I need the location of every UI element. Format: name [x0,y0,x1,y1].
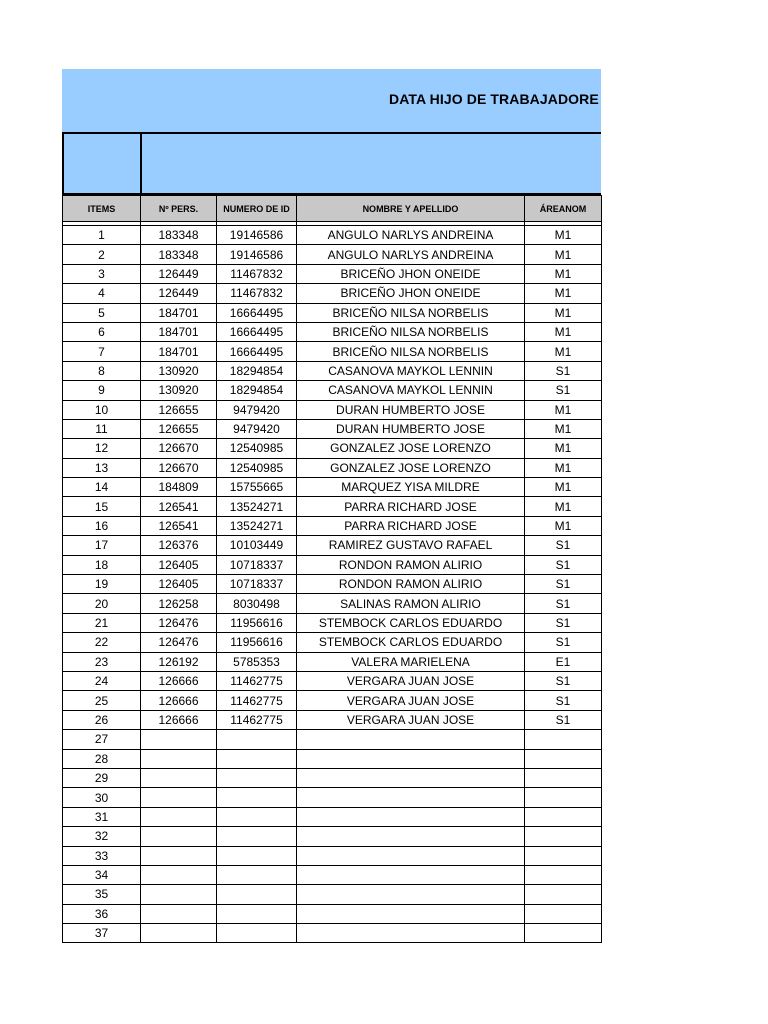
cell-pers[interactable]: 183348 [141,245,217,264]
table-row [63,458,602,477]
cell-pers[interactable] [141,846,217,865]
cell-id[interactable] [217,846,297,865]
cell-name[interactable]: STEMBOCK CARLOS EDUARDO [297,633,525,652]
header-row [63,196,602,222]
cell-item[interactable]: 25 [63,691,141,710]
cell-item[interactable]: 33 [63,846,141,865]
title-banner [62,69,601,132]
cell-name[interactable]: GONZALEZ JOSE LORENZO [297,458,525,477]
cell-area[interactable]: S1 [525,633,602,652]
table-row [63,497,602,516]
cell-pers[interactable] [141,904,217,923]
column-header-area[interactable]: ÁREANOM [525,196,602,222]
table-row [63,226,602,245]
cell-area[interactable]: M1 [525,478,602,497]
table-row [63,710,602,729]
cell-pers[interactable]: 126666 [141,671,217,690]
cell-item[interactable]: 34 [63,865,141,884]
column-header-items[interactable]: ITEMS [63,196,141,222]
table-row [63,885,602,904]
cell-pers[interactable] [141,768,217,787]
cell-item[interactable]: 24 [63,671,141,690]
cell-pers[interactable] [141,885,217,904]
table-row [63,904,602,923]
table-row [63,768,602,787]
table-row [63,536,602,555]
cell-area[interactable]: M1 [525,226,602,245]
cell-item[interactable]: 8 [63,361,141,380]
table-row [63,342,602,361]
cell-area[interactable]: S1 [525,381,602,400]
cell-pers[interactable] [141,865,217,884]
cell-id[interactable]: 8030498 [217,594,297,613]
cell-name[interactable] [297,924,525,943]
cell-name[interactable]: ANGULO NARLYS ANDREINA [297,226,525,245]
cell-item[interactable]: 20 [63,594,141,613]
cell-id[interactable] [217,885,297,904]
cell-item[interactable]: 11 [63,419,141,438]
sheet-title: DATA HIJO DE TRABAJADORE [389,91,599,107]
cell-area[interactable]: M1 [525,342,602,361]
cell-item[interactable]: 27 [63,730,141,749]
cell-name[interactable] [297,788,525,807]
cell-item[interactable]: 30 [63,788,141,807]
cell-item[interactable]: 26 [63,710,141,729]
cell-id[interactable]: 11467832 [217,264,297,283]
cell-pers[interactable]: 126258 [141,594,217,613]
cell-id[interactable]: 18294854 [217,381,297,400]
table-row [63,865,602,884]
cell-pers[interactable] [141,807,217,826]
cell-item[interactable]: 1 [63,226,141,245]
cell-area[interactable] [525,846,602,865]
table-row [63,245,602,264]
cell-area[interactable]: M1 [525,264,602,283]
data-table [62,195,602,943]
cell-area[interactable]: S1 [525,555,602,574]
cell-area[interactable] [525,885,602,904]
cell-name[interactable] [297,730,525,749]
cell-item[interactable]: 36 [63,904,141,923]
cell-id[interactable]: 9479420 [217,400,297,419]
cell-pers[interactable]: 126670 [141,458,217,477]
cell-name[interactable] [297,807,525,826]
cell-pers[interactable]: 126405 [141,555,217,574]
table-row [63,846,602,865]
cell-id[interactable] [217,768,297,787]
cell-name[interactable]: CASANOVA MAYKOL LENNIN [297,361,525,380]
cell-name[interactable] [297,827,525,846]
cell-item[interactable]: 21 [63,613,141,632]
table-row [63,516,602,535]
cell-area[interactable] [525,749,602,768]
cell-item[interactable]: 7 [63,342,141,361]
cell-pers[interactable]: 184701 [141,322,217,341]
cell-pers[interactable]: 126449 [141,284,217,303]
cell-name[interactable] [297,749,525,768]
cell-id[interactable] [217,749,297,768]
table-row [63,749,602,768]
cell-name[interactable]: RONDON RAMON ALIRIO [297,575,525,594]
cell-item[interactable]: 3 [63,264,141,283]
cell-pers[interactable]: 184809 [141,478,217,497]
cell-pers[interactable]: 126670 [141,439,217,458]
table-row [63,400,602,419]
cell-id[interactable]: 5785353 [217,652,297,671]
cell-area[interactable]: S1 [525,594,602,613]
header-band-right-cell [142,134,601,193]
cell-area[interactable]: M1 [525,458,602,477]
table-row [63,788,602,807]
cell-name[interactable]: PARRA RICHARD JOSE [297,497,525,516]
cell-pers[interactable]: 126192 [141,652,217,671]
cell-name[interactable]: STEMBOCK CARLOS EDUARDO [297,613,525,632]
cell-pers[interactable] [141,749,217,768]
cell-pers[interactable]: 126476 [141,613,217,632]
table-row [63,924,602,943]
cell-name[interactable]: RAMIREZ GUSTAVO RAFAEL [297,536,525,555]
table-row [63,322,602,341]
cell-name[interactable]: BRICEÑO NILSA NORBELIS [297,303,525,322]
cell-area[interactable]: M1 [525,400,602,419]
cell-item[interactable]: 5 [63,303,141,322]
cell-id[interactable] [217,807,297,826]
spreadsheet [62,69,601,943]
cell-area[interactable]: M1 [525,303,602,322]
cell-name[interactable]: BRICEÑO NILSA NORBELIS [297,322,525,341]
cell-item[interactable]: 32 [63,827,141,846]
cell-item[interactable]: 18 [63,555,141,574]
cell-area[interactable] [525,865,602,884]
table-row [63,671,602,690]
cell-area[interactable] [525,730,602,749]
table-body [63,222,602,943]
table-row [63,555,602,574]
cell-id[interactable]: 10718337 [217,575,297,594]
cell-area[interactable] [525,788,602,807]
cell-pers[interactable]: 184701 [141,303,217,322]
cell-name[interactable]: DURAN HUMBERTO JOSE [297,400,525,419]
cell-item[interactable]: 37 [63,924,141,943]
cell-area[interactable] [525,807,602,826]
cell-area[interactable]: M1 [525,245,602,264]
table-row [63,807,602,826]
cell-name[interactable]: BRICEÑO JHON ONEIDE [297,264,525,283]
cell-item[interactable]: 15 [63,497,141,516]
cell-id[interactable]: 11462775 [217,671,297,690]
cell-item[interactable]: 9 [63,381,141,400]
cell-name[interactable]: MARQUEZ YISA MILDRE [297,478,525,497]
cell-area[interactable]: S1 [525,361,602,380]
cell-pers[interactable]: 126655 [141,419,217,438]
cell-name[interactable]: ANGULO NARLYS ANDREINA [297,245,525,264]
table-row [63,730,602,749]
table-row [63,691,602,710]
cell-name[interactable]: CASANOVA MAYKOL LENNIN [297,381,525,400]
cell-id[interactable]: 11462775 [217,710,297,729]
cell-item[interactable]: 16 [63,516,141,535]
column-header-id[interactable]: NUMERO DE ID [217,196,297,222]
cell-item[interactable]: 17 [63,536,141,555]
cell-id[interactable]: 18294854 [217,361,297,380]
cell-item[interactable]: 19 [63,575,141,594]
cell-pers[interactable] [141,788,217,807]
cell-name[interactable]: VERGARA JUAN JOSE [297,710,525,729]
cell-id[interactable]: 13524271 [217,516,297,535]
cell-name[interactable]: GONZALEZ JOSE LORENZO [297,439,525,458]
cell-pers[interactable]: 130920 [141,361,217,380]
cell-item[interactable]: 14 [63,478,141,497]
cell-area[interactable]: M1 [525,439,602,458]
table-row [63,361,602,380]
cell-area[interactable]: S1 [525,536,602,555]
cell-pers[interactable]: 184701 [141,342,217,361]
cell-area[interactable]: M1 [525,419,602,438]
cell-id[interactable] [217,904,297,923]
cell-area[interactable]: S1 [525,575,602,594]
table-row [63,284,602,303]
cell-name[interactable]: RONDON RAMON ALIRIO [297,555,525,574]
cell-name[interactable]: VERGARA JUAN JOSE [297,671,525,690]
header-band-left-cell [62,134,142,193]
cell-pers[interactable]: 126541 [141,516,217,535]
cell-area[interactable]: M1 [525,284,602,303]
cell-pers[interactable]: 126655 [141,400,217,419]
cell-item[interactable]: 13 [63,458,141,477]
cell-id[interactable]: 16664495 [217,303,297,322]
cell-name[interactable]: BRICEÑO NILSA NORBELIS [297,342,525,361]
cell-item[interactable]: 4 [63,284,141,303]
cell-id[interactable]: 13524271 [217,497,297,516]
cell-name[interactable]: VALERA MARIELENA [297,652,525,671]
column-header-name[interactable]: NOMBRE Y APELLIDO [297,196,525,222]
cell-pers[interactable] [141,924,217,943]
cell-area[interactable]: M1 [525,516,602,535]
cell-area[interactable] [525,768,602,787]
table-row [63,613,602,632]
cell-name[interactable] [297,846,525,865]
cell-id[interactable]: 19146586 [217,245,297,264]
table-row [63,594,602,613]
cell-area[interactable]: E1 [525,652,602,671]
cell-area[interactable]: S1 [525,710,602,729]
cell-pers[interactable]: 183348 [141,226,217,245]
cell-item[interactable]: 35 [63,885,141,904]
cell-pers[interactable]: 126666 [141,710,217,729]
cell-id[interactable] [217,730,297,749]
cell-area[interactable]: S1 [525,691,602,710]
cell-area[interactable] [525,924,602,943]
cell-id[interactable]: 11462775 [217,691,297,710]
cell-item[interactable]: 23 [63,652,141,671]
cell-name[interactable] [297,768,525,787]
cell-id[interactable]: 16664495 [217,342,297,361]
cell-pers[interactable]: 126449 [141,264,217,283]
cell-name[interactable]: SALINAS RAMON ALIRIO [297,594,525,613]
column-header-pers[interactable]: Nº PERS. [141,196,217,222]
table-row [63,575,602,594]
cell-name[interactable]: VERGARA JUAN JOSE [297,691,525,710]
cell-area[interactable]: M1 [525,322,602,341]
cell-id[interactable]: 12540985 [217,458,297,477]
cell-pers[interactable]: 126541 [141,497,217,516]
cell-id[interactable] [217,827,297,846]
table-row [63,303,602,322]
cell-name[interactable]: PARRA RICHARD JOSE [297,516,525,535]
header-band [62,132,601,195]
cell-id[interactable]: 15755665 [217,478,297,497]
cell-id[interactable]: 9479420 [217,419,297,438]
cell-pers[interactable]: 130920 [141,381,217,400]
cell-area[interactable]: M1 [525,497,602,516]
cell-pers[interactable]: 126476 [141,633,217,652]
cell-pers[interactable] [141,730,217,749]
table-row [63,633,602,652]
cell-pers[interactable]: 126405 [141,575,217,594]
cell-item[interactable]: 12 [63,439,141,458]
table-row [63,381,602,400]
cell-id[interactable] [217,924,297,943]
cell-item[interactable]: 31 [63,807,141,826]
cell-id[interactable] [217,788,297,807]
cell-pers[interactable]: 126376 [141,536,217,555]
cell-name[interactable]: BRICEÑO JHON ONEIDE [297,284,525,303]
table-row [63,419,602,438]
cell-name[interactable]: DURAN HUMBERTO JOSE [297,419,525,438]
cell-area[interactable]: S1 [525,613,602,632]
cell-name[interactable] [297,885,525,904]
cell-name[interactable] [297,904,525,923]
cell-id[interactable]: 16664495 [217,322,297,341]
cell-pers[interactable]: 126666 [141,691,217,710]
cell-id[interactable]: 11956616 [217,613,297,632]
cell-id[interactable]: 19146586 [217,226,297,245]
table-row [63,827,602,846]
cell-area[interactable] [525,827,602,846]
cell-item[interactable]: 6 [63,322,141,341]
table-row [63,478,602,497]
cell-item[interactable]: 10 [63,400,141,419]
cell-item[interactable]: 29 [63,768,141,787]
cell-area[interactable]: S1 [525,671,602,690]
cell-item[interactable]: 2 [63,245,141,264]
cell-id[interactable]: 10103449 [217,536,297,555]
table-row [63,652,602,671]
table-row [63,264,602,283]
cell-item[interactable]: 22 [63,633,141,652]
cell-id[interactable] [217,865,297,884]
cell-pers[interactable] [141,827,217,846]
cell-id[interactable]: 11956616 [217,633,297,652]
cell-name[interactable] [297,865,525,884]
cell-item[interactable]: 28 [63,749,141,768]
table-row [63,439,602,458]
cell-area[interactable] [525,904,602,923]
cell-id[interactable]: 12540985 [217,439,297,458]
cell-id[interactable]: 10718337 [217,555,297,574]
cell-id[interactable]: 11467832 [217,284,297,303]
